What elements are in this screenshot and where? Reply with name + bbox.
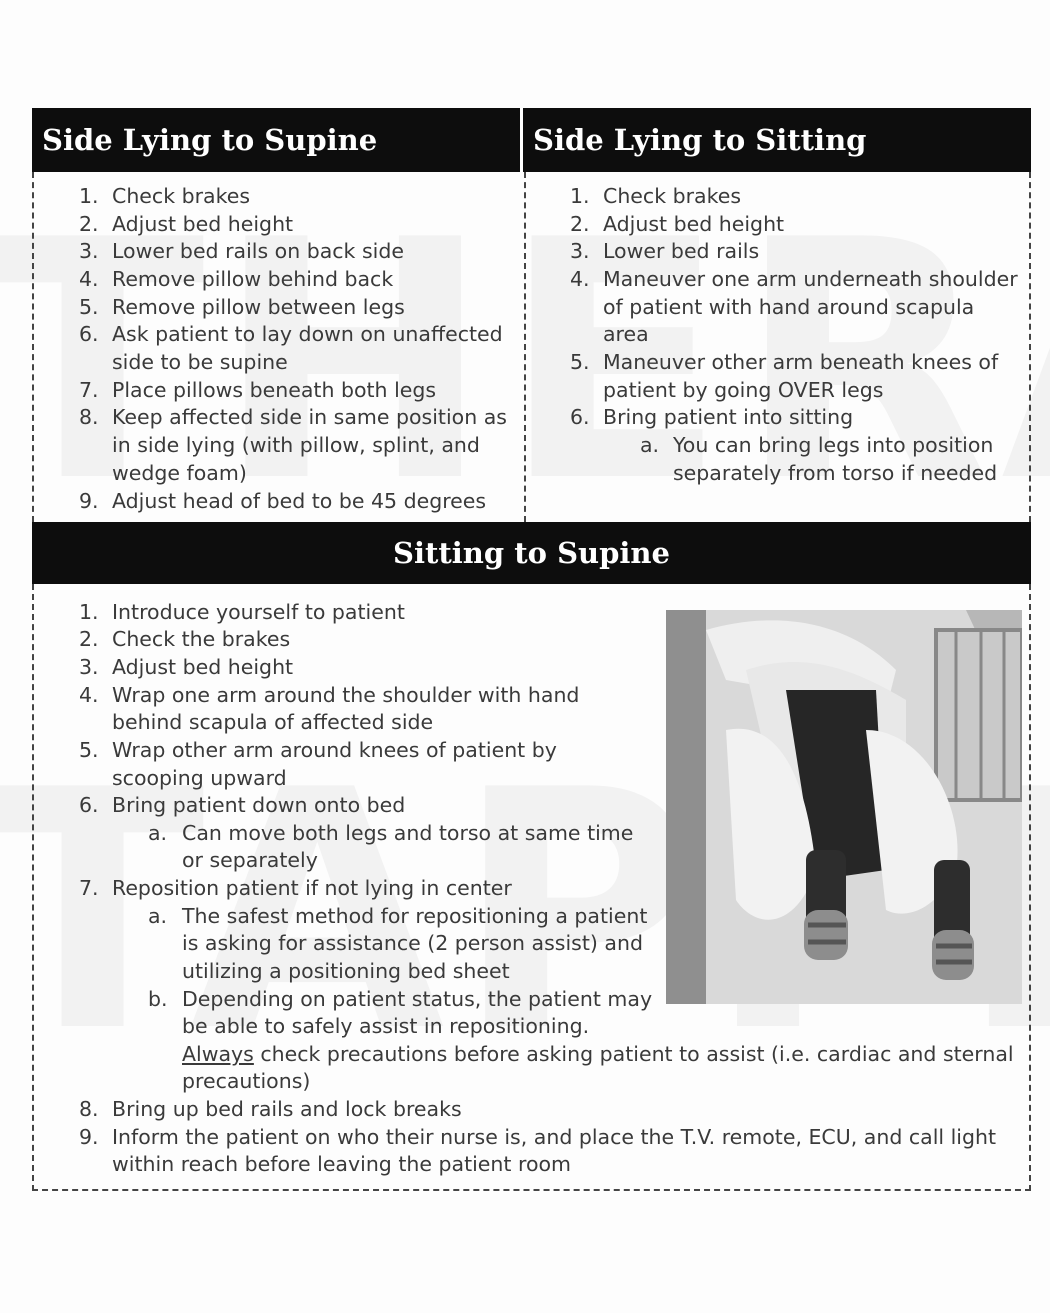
list-item: Bring patient down onto bed bbox=[112, 793, 406, 817]
list-subitem: Can move both legs and torso at same time bbox=[182, 821, 634, 845]
patient-photo-illustration bbox=[666, 610, 1022, 1004]
list-item-continued: behind scapula of affected side bbox=[112, 710, 434, 734]
list-item: Introduce yourself to patient bbox=[112, 600, 405, 624]
list-number: 3. bbox=[570, 239, 590, 263]
list-item: Wrap other arm around knees of patient by bbox=[112, 738, 557, 762]
list-letter: b. bbox=[148, 987, 168, 1011]
list-item: Ask patient to lay down on unaffected bbox=[112, 322, 503, 346]
list-number: 4. bbox=[79, 683, 99, 707]
top-sections bbox=[32, 172, 1031, 522]
list-number: 9. bbox=[79, 1125, 99, 1149]
list-letter: a. bbox=[148, 821, 168, 845]
side-lying-to-sitting-list bbox=[526, 172, 1029, 522]
list-number: 2. bbox=[79, 212, 99, 236]
list-number: 5. bbox=[79, 295, 99, 319]
list-item-continued: of patient with hand around scapula bbox=[603, 295, 975, 319]
list-item: Adjust head of bed to be 45 degrees bbox=[112, 489, 487, 513]
side-lying-to-supine-list bbox=[34, 172, 526, 522]
list-number: 3. bbox=[79, 655, 99, 679]
list-number: 1. bbox=[570, 184, 590, 208]
list-item: Check brakes bbox=[112, 184, 251, 208]
list-subitem-continued: utilizing a positioning bed sheet bbox=[182, 959, 510, 983]
sitting-to-supine-list bbox=[32, 584, 1031, 1191]
list-item: Wrap one arm around the shoulder with hand bbox=[112, 683, 580, 707]
precaution-text: check precautions before asking patient to assist (i.e. cardiac and sternal bbox=[253, 1042, 1014, 1066]
list-number: 9. bbox=[79, 489, 99, 513]
list-item: Maneuver one arm underneath shoulder bbox=[603, 267, 1018, 291]
list-item: Bring up bed rails and lock breaks bbox=[112, 1097, 462, 1121]
list-number: 7. bbox=[79, 378, 99, 402]
list-item: Maneuver other arm beneath knees of bbox=[603, 350, 999, 374]
list-item: Adjust bed height bbox=[112, 655, 294, 679]
list-item-continued: side to be supine bbox=[112, 350, 288, 374]
list-item: Check the brakes bbox=[112, 627, 291, 651]
list-item-continued: wedge foam) bbox=[112, 461, 247, 485]
top-header-row bbox=[32, 108, 1031, 172]
list-item-continued: within reach before leaving the patient room bbox=[112, 1152, 571, 1176]
list-item: Check brakes bbox=[603, 184, 742, 208]
always-underlined: Always bbox=[182, 1042, 254, 1066]
list-number: 6. bbox=[79, 322, 99, 346]
section-title-side-lying-to-sitting: Side Lying to Sitting bbox=[523, 108, 1031, 172]
list-number: 8. bbox=[79, 405, 99, 429]
section-title-sitting-to-supine: Sitting to Supine bbox=[32, 522, 1031, 584]
list-item: Reposition patient if not lying in center bbox=[112, 876, 512, 900]
list-item: Bring patient into sitting bbox=[603, 405, 854, 429]
list-item: Remove pillow between legs bbox=[112, 295, 405, 319]
list-number: 4. bbox=[79, 267, 99, 291]
list-subitem-continued bbox=[182, 1042, 1014, 1066]
list-number: 6. bbox=[79, 793, 99, 817]
patient-in-bed-photo bbox=[666, 610, 1022, 1004]
list-number: 5. bbox=[570, 350, 590, 374]
list-number: 1. bbox=[79, 184, 99, 208]
list-item: Place pillows beneath both legs bbox=[112, 378, 437, 402]
list-letter: a. bbox=[640, 433, 660, 457]
list-item-continued: in side lying (with pillow, splint, and bbox=[112, 433, 480, 457]
list-number: 2. bbox=[79, 627, 99, 651]
list-subitem: The safest method for repositioning a patient bbox=[182, 904, 648, 928]
list-subitem-continued: be able to safely assist in repositioning. bbox=[182, 1014, 590, 1038]
list-number: 4. bbox=[570, 267, 590, 291]
list-number: 2. bbox=[570, 212, 590, 236]
list-subitem: You can bring legs into position bbox=[673, 433, 994, 457]
list-subitem-continued: separately from torso if needed bbox=[673, 461, 998, 485]
list-number: 3. bbox=[79, 239, 99, 263]
list-item-continued: area bbox=[603, 322, 649, 346]
instruction-sheet bbox=[32, 108, 1031, 1191]
section-title-side-lying-to-supine: Side Lying to Supine bbox=[32, 108, 523, 172]
list-number: 7. bbox=[79, 876, 99, 900]
list-item: Adjust bed height bbox=[112, 212, 294, 236]
list-item: Inform the patient on who their nurse is, and place the T.V. remote, ECU, and call light bbox=[112, 1125, 997, 1149]
list-subitem: Depending on patient status, the patient may bbox=[182, 987, 653, 1011]
list-item-continued: patient by going OVER legs bbox=[603, 378, 884, 402]
list-number: 5. bbox=[79, 738, 99, 762]
list-item: Lower bed rails on back side bbox=[112, 239, 404, 263]
list-number: 8. bbox=[79, 1097, 99, 1121]
list-item: Remove pillow behind back bbox=[112, 267, 394, 291]
list-number: 6. bbox=[570, 405, 590, 429]
list-letter: a. bbox=[148, 904, 168, 928]
list-subitem-continued: is asking for assistance (2 person assist) and bbox=[182, 931, 643, 955]
list-item: Lower bed rails bbox=[603, 239, 760, 263]
list-subitem-continued: or separately bbox=[182, 848, 318, 872]
list-subitem-continued: precautions) bbox=[182, 1069, 311, 1093]
list-number: 1. bbox=[79, 600, 99, 624]
list-item-continued: scooping upward bbox=[112, 766, 287, 790]
list-item: Keep affected side in same position as bbox=[112, 405, 507, 429]
list-item: Adjust bed height bbox=[603, 212, 785, 236]
